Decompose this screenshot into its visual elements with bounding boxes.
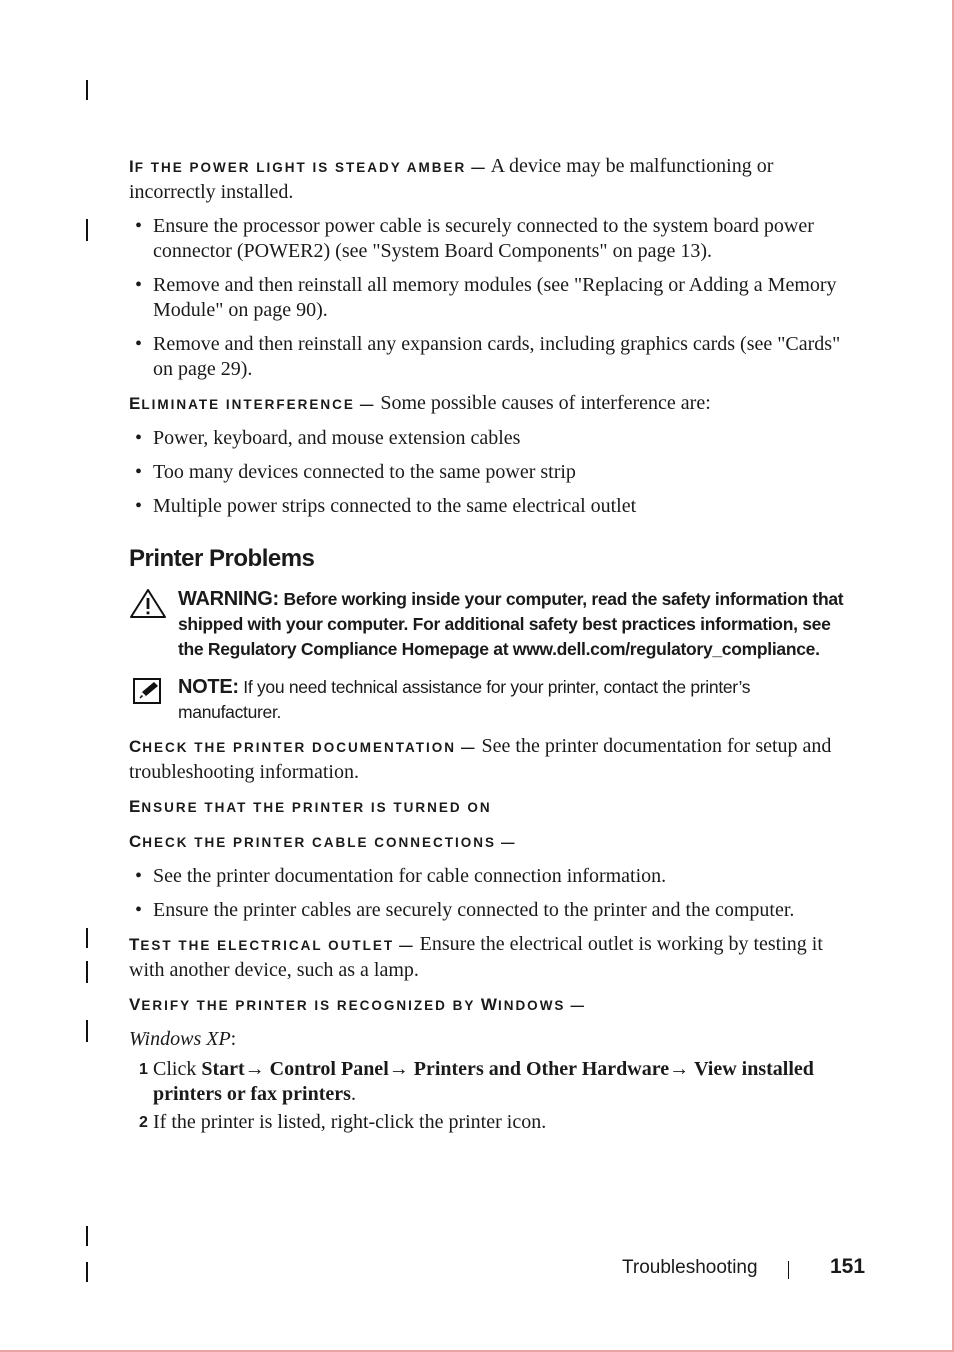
heading-dash: —	[359, 397, 376, 412]
verify-paragraph	[129, 992, 853, 1018]
change-bar	[86, 219, 88, 241]
step-intro: Click	[153, 1058, 202, 1080]
run-in-heading	[129, 394, 355, 413]
list-item-text: Power, keyboard, and mouse extension cables	[153, 427, 521, 449]
ensure-on-paragraph	[129, 794, 853, 820]
heading-rest: ERIFY THE PRINTER IS RECOGNIZED BY	[141, 998, 481, 1013]
arrow-icon: →	[244, 1058, 270, 1080]
heading-initial: I	[129, 157, 135, 176]
os-name: Windows XP	[129, 1028, 231, 1050]
run-in-heading	[129, 995, 566, 1014]
run-in-heading	[129, 157, 467, 176]
note-notice	[129, 675, 853, 725]
heading-rest: HECK THE PRINTER CABLE CONNECTIONS	[142, 835, 497, 850]
list-item	[129, 214, 853, 264]
warning-triangle-icon	[129, 587, 167, 624]
menu-path-view-printers: View installed printers or fax printers	[153, 1058, 814, 1105]
list-item	[129, 426, 853, 451]
os-label	[129, 1027, 853, 1052]
heading-initial: E	[129, 394, 142, 413]
bullet-list	[129, 864, 853, 923]
list-item	[129, 460, 853, 485]
paragraph-text: See the printer documentation for setup and troubleshooting information.	[129, 735, 832, 783]
warning-label: WARNING:	[178, 588, 279, 610]
run-in-heading	[129, 737, 457, 756]
heading-initial: E	[129, 797, 142, 816]
change-bar	[86, 928, 88, 948]
heading-dash: —	[471, 160, 487, 175]
interference-paragraph	[129, 391, 853, 417]
bullet-icon: •	[135, 274, 143, 296]
heading-dash: —	[501, 835, 517, 850]
list-item	[129, 273, 853, 323]
list-item-text: Remove and then reinstall all memory modules (see "Replacing or Adding a Memory Module" on page 90).	[153, 274, 837, 321]
heading-initial: C	[129, 832, 143, 851]
run-in-heading	[129, 935, 395, 954]
list-item	[129, 864, 853, 889]
cable-paragraph	[129, 829, 853, 855]
heading-rest: HECK THE PRINTER DOCUMENTATION	[142, 740, 457, 755]
paragraph-text: Some possible causes of interference are:	[380, 392, 711, 414]
change-bar	[86, 80, 88, 100]
outlet-paragraph	[129, 932, 853, 983]
bullet-icon: •	[135, 333, 143, 355]
heading-dash: —	[461, 740, 477, 755]
menu-path-printers-hardware: Printers and Other Hardware	[413, 1058, 670, 1080]
run-in-heading	[129, 797, 492, 816]
list-item	[129, 898, 853, 923]
step-item	[129, 1057, 853, 1107]
list-item-text: Too many devices connected to the same power strip	[153, 461, 576, 483]
bullet-icon: •	[135, 461, 143, 483]
change-bar	[86, 1226, 88, 1246]
change-bar	[86, 961, 88, 983]
warning-text	[178, 587, 853, 662]
note-label: NOTE:	[178, 676, 239, 698]
heading-initial: W	[480, 995, 498, 1014]
page-content	[129, 154, 853, 1135]
arrow-icon: →	[388, 1058, 414, 1080]
bullet-list	[129, 426, 853, 519]
bullet-icon: •	[135, 495, 143, 517]
step-item	[129, 1110, 853, 1135]
change-bar	[86, 1020, 88, 1042]
run-in-heading	[129, 832, 497, 851]
bullet-icon: •	[135, 899, 143, 921]
arrow-icon: →	[669, 1058, 695, 1080]
page-number: 151	[830, 1255, 866, 1278]
check-doc-paragraph	[129, 734, 853, 785]
menu-path-control-panel: Control Panel	[269, 1058, 389, 1080]
power-amber-paragraph	[129, 154, 853, 205]
list-item-text: Multiple power strips connected to the same electrical outlet	[153, 495, 637, 517]
list-item	[129, 332, 853, 382]
warning-body: Before working inside your computer, read the safety information that shipped with your computer. For additional safety best practices information, see the Regulatory Compliance Homepage at	[178, 589, 844, 659]
list-item-text: See the printer documentation for cable connection information.	[153, 865, 667, 887]
bullet-icon: •	[135, 865, 143, 887]
compliance-link[interactable]: www.dell.com/regulatory_compliance	[512, 639, 816, 659]
heading-initial: T	[129, 935, 141, 954]
heading-rest: LIMINATE INTERFERENCE	[141, 397, 355, 412]
heading-dash: —	[570, 998, 586, 1013]
heading-rest: INDOWS	[497, 998, 566, 1013]
list-item	[129, 494, 853, 519]
warning-notice	[129, 587, 853, 662]
os-colon: :	[230, 1028, 237, 1050]
section-title: Printer Problems	[129, 545, 315, 572]
note-body: If you need technical assistance for your printer, contact the printer’s manufacturer.	[178, 677, 751, 722]
step-end: .	[350, 1083, 356, 1105]
bullet-list	[129, 214, 853, 382]
note-pencil-icon	[133, 678, 161, 709]
heading-rest: NSURE THAT THE PRINTER IS TURNED ON	[141, 800, 492, 815]
list-item-text: Ensure the printer cables are securely connected to the printer and the computer.	[153, 899, 795, 921]
page-footer	[0, 1254, 954, 1284]
step-number: 1	[139, 1061, 148, 1078]
step-number: 2	[139, 1114, 148, 1131]
note-text	[178, 675, 853, 725]
heading-initial: C	[129, 737, 143, 756]
footer-separator	[788, 1261, 789, 1279]
list-item-text: Ensure the processor power cable is securely connected to the system board power connector (POWER2) (see "System Board Components" on page 13).	[153, 215, 814, 262]
paragraph-text: Ensure the electrical outlet is working by testing it with another device, such as a lamp.	[129, 933, 823, 981]
step-list	[129, 1057, 853, 1135]
heading-rest: EST THE ELECTRICAL OUTLET	[140, 938, 395, 953]
paragraph-text: A device may be malfunctioning or incorrectly installed.	[129, 155, 774, 203]
heading-rest: F THE POWER LIGHT IS STEADY AMBER	[134, 160, 467, 175]
bullet-icon: •	[135, 215, 143, 237]
heading-dash: —	[399, 938, 415, 953]
footer-chapter-label: Troubleshooting	[622, 1257, 758, 1278]
list-item-text: Remove and then reinstall any expansion cards, including graphics cards (see "Cards" on page 29).	[153, 333, 841, 380]
step-text: If the printer is listed, right-click the printer icon.	[153, 1111, 547, 1133]
bullet-icon: •	[135, 427, 143, 449]
heading-initial: V	[129, 995, 142, 1014]
warning-end: .	[815, 639, 820, 659]
menu-path-start: Start	[201, 1058, 245, 1080]
